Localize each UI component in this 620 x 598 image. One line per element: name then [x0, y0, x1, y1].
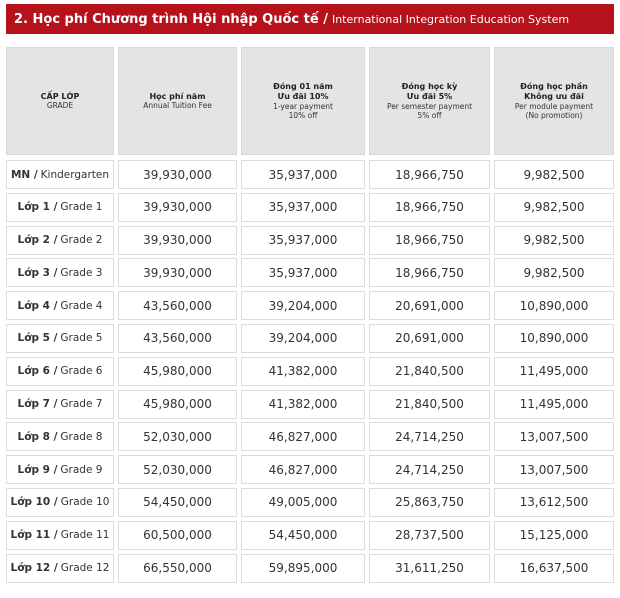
grade-vn: MN /	[10, 168, 38, 181]
cell-module-payment: 9,982,500	[494, 193, 614, 222]
header-module-discount: Không ưu đãi	[524, 92, 584, 101]
grade-vn: Lớp 6 /	[17, 365, 58, 378]
cell-yearly-payment: 49,005,000	[241, 488, 365, 517]
table-header-row	[6, 47, 614, 155]
cell-annual-fee: 43,560,000	[118, 324, 237, 353]
grade-en: Grade 12	[60, 562, 110, 575]
cell-yearly-payment: 46,827,000	[241, 455, 365, 484]
grade-vn: Lớp 7 /	[17, 398, 58, 411]
header-semester-en-discount: 5% off	[417, 110, 442, 120]
grade-vn: Lớp 9 /	[17, 463, 58, 476]
cell-semester-payment: 18,966,750	[369, 226, 490, 255]
cell-grade	[6, 160, 114, 189]
cell-semester-payment: 18,966,750	[369, 258, 490, 287]
grade-en: Grade 9	[60, 463, 103, 476]
cell-grade	[6, 390, 114, 419]
grade-en: Grade 3	[60, 266, 103, 279]
cell-annual-fee: 45,980,000	[118, 390, 237, 419]
cell-yearly-payment: 35,937,000	[241, 160, 365, 189]
cell-yearly-payment: 35,937,000	[241, 226, 365, 255]
table-row	[6, 291, 614, 320]
cell-module-payment: 13,612,500	[494, 488, 614, 517]
cell-annual-fee: 39,930,000	[118, 226, 237, 255]
cell-grade	[6, 291, 114, 320]
header-yearly-discount: Ưu đãi 10%	[277, 92, 329, 101]
table-row	[6, 357, 614, 386]
cell-module-payment: 10,890,000	[494, 324, 614, 353]
cell-grade	[6, 193, 114, 222]
table-row	[6, 554, 614, 583]
cell-annual-fee: 66,550,000	[118, 554, 237, 583]
grade-en: Kindergarten	[40, 168, 110, 181]
table-row	[6, 193, 614, 222]
cell-annual-fee: 39,930,000	[118, 258, 237, 287]
grade-en: Grade 6	[60, 365, 103, 378]
grade-en: Grade 11	[60, 529, 110, 542]
cell-grade	[6, 258, 114, 287]
grade-vn: Lớp 11 /	[10, 529, 58, 542]
cell-grade	[6, 521, 114, 550]
table-body	[6, 160, 614, 583]
cell-semester-payment: 21,840,500	[369, 390, 490, 419]
cell-semester-payment: 18,966,750	[369, 193, 490, 222]
header-annual-vn: Học phí năm	[149, 91, 206, 101]
cell-semester-payment: 25,863,750	[369, 488, 490, 517]
header-semester-en: Per semester payment	[386, 101, 473, 111]
cell-yearly-payment: 41,382,000	[241, 357, 365, 386]
cell-annual-fee: 52,030,000	[118, 422, 237, 451]
table-row	[6, 258, 614, 287]
cell-grade	[6, 422, 114, 451]
table-row	[6, 390, 614, 419]
grade-en: Grade 7	[60, 398, 103, 411]
cell-module-payment: 16,637,500	[494, 554, 614, 583]
cell-grade	[6, 488, 114, 517]
header-semester-payment	[369, 47, 490, 155]
table-row	[6, 160, 614, 189]
table-row	[6, 521, 614, 550]
cell-annual-fee: 60,500,000	[118, 521, 237, 550]
grade-vn: Lớp 2 /	[17, 234, 58, 247]
cell-yearly-payment: 46,827,000	[241, 422, 365, 451]
cell-yearly-payment: 39,204,000	[241, 291, 365, 320]
header-annual-en: Annual Tuition Fee	[143, 101, 212, 111]
cell-yearly-payment: 59,895,000	[241, 554, 365, 583]
cell-semester-payment: 31,611,250	[369, 554, 490, 583]
grade-vn: Lớp 1 /	[17, 201, 58, 214]
cell-module-payment: 9,982,500	[494, 226, 614, 255]
cell-module-payment: 9,982,500	[494, 258, 614, 287]
table-row	[6, 324, 614, 353]
grade-en: Grade 8	[60, 430, 103, 443]
cell-grade	[6, 554, 114, 583]
cell-annual-fee: 45,980,000	[118, 357, 237, 386]
cell-yearly-payment: 35,937,000	[241, 193, 365, 222]
table-row	[6, 488, 614, 517]
cell-semester-payment: 28,737,500	[369, 521, 490, 550]
header-yearly-payment	[241, 47, 365, 155]
cell-module-payment: 11,495,000	[494, 390, 614, 419]
header-module-vn: Đóng học phần	[520, 82, 588, 92]
cell-annual-fee: 52,030,000	[118, 455, 237, 484]
header-grade-vn: CẤP LỚP	[40, 91, 80, 101]
section-subtitle: International Integration Education System	[331, 12, 570, 26]
cell-module-payment: 11,495,000	[494, 357, 614, 386]
grade-vn: Lớp 3 /	[17, 266, 58, 279]
cell-grade	[6, 357, 114, 386]
table-row	[6, 226, 614, 255]
cell-annual-fee: 54,450,000	[118, 488, 237, 517]
header-yearly-vn: Đóng 01 năm	[273, 82, 333, 92]
cell-grade	[6, 455, 114, 484]
grade-vn: Lớp 12 /	[10, 562, 58, 575]
header-grade	[6, 47, 114, 155]
header-module-en-note: (No promotion)	[525, 110, 583, 120]
cell-yearly-payment: 41,382,000	[241, 390, 365, 419]
cell-module-payment: 13,007,500	[494, 455, 614, 484]
cell-grade	[6, 324, 114, 353]
grade-en: Grade 2	[60, 234, 103, 247]
grade-en: Grade 4	[60, 299, 103, 312]
header-yearly-en: 1-year payment	[273, 101, 333, 111]
grade-en: Grade 1	[60, 201, 103, 214]
tuition-table	[6, 47, 614, 586]
grade-en: Grade 5	[60, 332, 103, 345]
header-semester-discount: Ưu đãi 5%	[406, 92, 453, 101]
cell-annual-fee: 43,560,000	[118, 291, 237, 320]
header-module-en: Per module payment	[514, 101, 594, 111]
cell-yearly-payment: 35,937,000	[241, 258, 365, 287]
header-module-payment	[494, 47, 614, 155]
cell-semester-payment: 21,840,500	[369, 357, 490, 386]
cell-semester-payment: 20,691,000	[369, 324, 490, 353]
section-title: 2. Học phí Chương trình Hội nhập Quốc tế /	[14, 11, 328, 27]
cell-semester-payment: 20,691,000	[369, 291, 490, 320]
header-semester-vn: Đóng học kỳ	[401, 82, 458, 92]
cell-module-payment: 10,890,000	[494, 291, 614, 320]
grade-vn: Lớp 4 /	[17, 299, 58, 312]
cell-yearly-payment: 39,204,000	[241, 324, 365, 353]
cell-annual-fee: 39,930,000	[118, 193, 237, 222]
grade-vn: Lớp 8 /	[17, 430, 58, 443]
cell-annual-fee: 39,930,000	[118, 160, 237, 189]
cell-module-payment: 15,125,000	[494, 521, 614, 550]
header-yearly-en-discount: 10% off	[288, 110, 318, 120]
cell-module-payment: 13,007,500	[494, 422, 614, 451]
grade-en: Grade 10	[60, 496, 110, 509]
cell-yearly-payment: 54,450,000	[241, 521, 365, 550]
cell-module-payment: 9,982,500	[494, 160, 614, 189]
header-grade-en: GRADE	[46, 101, 74, 111]
table-row	[6, 455, 614, 484]
table-row	[6, 422, 614, 451]
cell-semester-payment: 24,714,250	[369, 422, 490, 451]
cell-semester-payment: 24,714,250	[369, 455, 490, 484]
header-annual-fee	[118, 47, 237, 155]
grade-vn: Lớp 10 /	[10, 496, 58, 509]
cell-semester-payment: 18,966,750	[369, 160, 490, 189]
section-title-bar	[6, 4, 614, 34]
cell-grade	[6, 226, 114, 255]
grade-vn: Lớp 5 /	[17, 332, 58, 345]
